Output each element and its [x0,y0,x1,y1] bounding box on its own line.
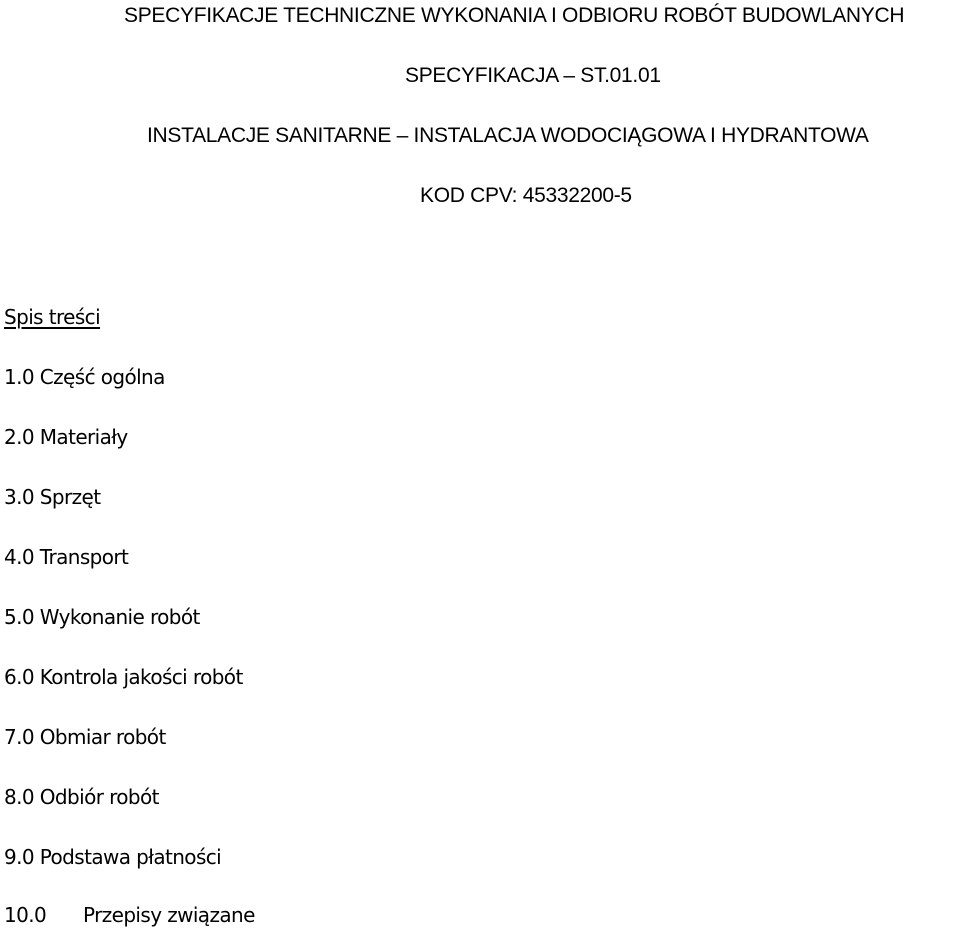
toc-item[interactable] [4,365,165,389]
toc-item-label: Podstawa płatności [39,845,222,869]
toc-item-number: 1.0 [4,365,35,389]
toc-item[interactable] [4,665,243,689]
toc-item-number: 10.0 [4,903,47,927]
toc-item-number: 7.0 [4,725,35,749]
toc-item-label: Przepisy związane [83,903,255,927]
toc-item-number: 6.0 [4,665,35,689]
specification-subject: INSTALACJE SANITARNE – INSTALACJA WODOCIĄGOWA I HYDRANTOWA [147,124,869,147]
toc-item-label: Odbiór robót [39,785,159,809]
toc-item[interactable] [4,845,221,869]
toc-item-number: 8.0 [4,785,35,809]
toc-item-number: 9.0 [4,845,35,869]
toc-item-number: 3.0 [4,485,35,509]
specification-number: SPECYFIKACJA – ST.01.01 [405,64,661,87]
toc-item[interactable] [4,725,166,749]
toc-item-label: Transport [39,545,129,569]
toc-item-label: Kontrola jakości robót [39,665,243,689]
toc-item[interactable] [4,485,100,509]
cpv-code: KOD CPV: 45332200-5 [420,184,632,207]
document-header-title: SPECYFIKACJE TECHNICZNE WYKONANIA I ODBIORU ROBÓT BUDOWLANYCH [124,4,905,27]
toc-item[interactable] [4,425,128,449]
toc-item-number: 4.0 [4,545,35,569]
toc-item[interactable] [4,545,128,569]
toc-title[interactable]: Spis treści [4,305,101,329]
toc-item[interactable] [4,785,159,809]
toc-item-label: Materiały [39,425,128,449]
toc-item-number: 5.0 [4,605,35,629]
toc-item-label: Część ogólna [39,365,165,389]
toc-item-label: Sprzęt [39,485,101,509]
toc-item-label: Wykonanie robót [39,605,200,629]
toc-item-number: 2.0 [4,425,35,449]
toc-item[interactable] [4,903,255,927]
toc-item-label: Obmiar robót [39,725,166,749]
toc-item[interactable] [4,605,200,629]
